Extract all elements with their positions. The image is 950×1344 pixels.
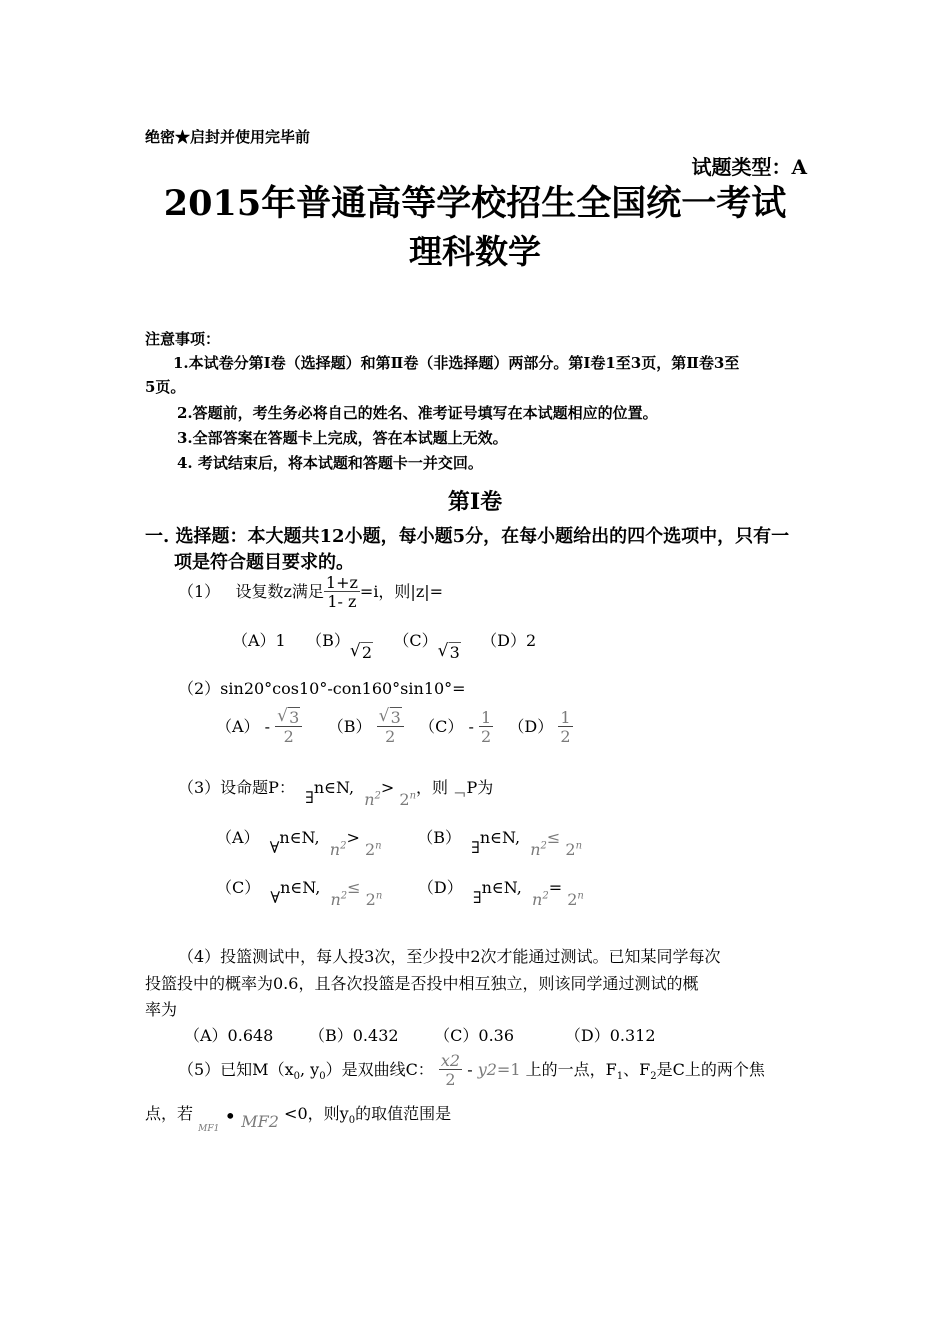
q3-2-pow-n: 2$^n$	[399, 790, 417, 809]
question-1	[178, 575, 443, 610]
page-title: 2015年普通高等学校招生全国统一考试	[163, 183, 787, 224]
part1-heading-cont: 项是符合题目要求的。	[174, 552, 354, 573]
q2-c-fraction: $\frac{1}{2}$	[480, 708, 492, 746]
q2-b-fraction: √ $\frac{3}{2}$	[377, 710, 404, 745]
page-subtitle: 理科数学	[409, 232, 541, 271]
q2-option-c: （C）	[419, 717, 464, 736]
q2-options	[216, 710, 573, 745]
question-5-line2: 点，若 $_{MF1}$ • MF2 <0，则$y_0$的取值范围是	[145, 1104, 452, 1134]
q2-option-d: （D）	[508, 717, 554, 736]
notice-item-1: 1.本试卷分第Ⅰ卷（选择题）和第Ⅱ卷（非选择题）两部分。第Ⅰ卷1至3页，第Ⅱ卷3至	[173, 354, 740, 372]
q3-options-row2: （C） ∀n∈N, $n^2\le 2^n$ （D） ∃n∈N, $n^2= 2^n$	[216, 878, 584, 909]
notice-item-2: 2.答题前，考生务必将自己的姓名、准考证号填写在本试题相应的位置。	[177, 404, 658, 422]
dot-product: •	[224, 1104, 237, 1128]
q1-numerator: 1+z	[325, 573, 358, 592]
q1-number: （1）	[178, 582, 221, 601]
q1-fraction	[324, 575, 360, 610]
q2-c-sign: -	[468, 717, 474, 736]
q3-option-a: （A）	[216, 828, 260, 847]
q1-option-a: （A）1	[232, 631, 286, 650]
question-4: （4）投篮测试中，每人投3次，至少投中2次才能通过测试。已知某同学每次	[178, 947, 721, 966]
q3-option-d: （D）	[417, 878, 463, 897]
notice-item-1-cont: 5页。	[145, 378, 186, 396]
q2-a-fraction: √ $\frac{3}{2}$	[275, 710, 302, 745]
vector-mf1: MF1	[198, 1124, 220, 1134]
exists-symbol: ∃	[305, 788, 314, 807]
exam-type: 试题类型：A	[691, 155, 807, 179]
negation-symbol: ¬	[453, 784, 467, 803]
q1-option-d: （D）2	[481, 631, 537, 650]
secret-mark: 绝密★启封并使用完毕前	[145, 128, 311, 146]
q3-option-c: （C）	[216, 878, 261, 897]
q1-options	[232, 628, 537, 662]
q4-option-a: （A）0.648	[184, 1026, 274, 1045]
q2-a-sign: -	[264, 717, 271, 736]
notice-item-4: 4. 考试结束后，将本试题和答题卡一并交回。	[177, 454, 483, 472]
q3-n-squared: $n^2$	[364, 790, 381, 809]
vector-mf2: MF2	[241, 1112, 279, 1131]
part1-heading: 一. 选择题：本大题共12小题，每小题5分，在每小题给出的四个选项中，只有一	[145, 526, 790, 547]
section-title: 第Ⅰ卷	[447, 489, 503, 515]
q4-option-b: （B）0.432	[308, 1026, 399, 1045]
q1-option-b: （B）	[306, 631, 350, 650]
q5-fraction: $\frac{x2}{2}$	[440, 1051, 461, 1089]
q3-option-b: （B）	[417, 828, 461, 847]
notice-heading: 注意事项：	[145, 330, 221, 348]
q3-options-row1: （A） ∀n∈N, $n^2> 2^n$ （B） ∃n∈N, $n^2\le 2^n$	[216, 828, 583, 859]
q1-denominator: 1- z	[327, 592, 357, 611]
q1-stem: 设复数z满足	[235, 582, 324, 601]
question-4-line3: 率为	[145, 1000, 178, 1019]
question-5: （5）已知$M(x_0$, $y_0$）是双曲线C： $\frac{x2}{2}$ - y2=1 上的一点，$F_1$、$F_2$是C上的两个焦	[178, 1051, 765, 1089]
q1-c-sqrt: √ 3	[438, 643, 461, 662]
question-3: （3）设命题P： ∃n∈N, $n^2> 2^n$，则 ¬P为	[178, 778, 494, 809]
q4-options	[184, 1023, 656, 1046]
question-4-line2: 投篮投中的概率为0.6，且各次投篮是否投中相互独立，则该同学通过测试的概	[145, 974, 699, 993]
q1-option-c: （C）	[393, 631, 438, 650]
q2-option-b: （B）	[327, 717, 372, 736]
q4-option-c: （C）0.36	[434, 1026, 515, 1045]
question-2: （2）sin20°cos10°-con160°sin10°=	[178, 679, 466, 698]
q2-option-a: （A）	[216, 717, 260, 736]
q2-d-fraction: $\frac{1}{2}$	[560, 708, 571, 746]
q1-stem-end: =i，则|z|=	[359, 582, 444, 601]
q1-b-sqrt: √ 2	[350, 643, 373, 662]
q4-option-d: （D）0.312	[564, 1026, 656, 1045]
notice-item-3: 3.全部答案在答题卡上完成，答在本试题上无效。	[177, 429, 508, 447]
